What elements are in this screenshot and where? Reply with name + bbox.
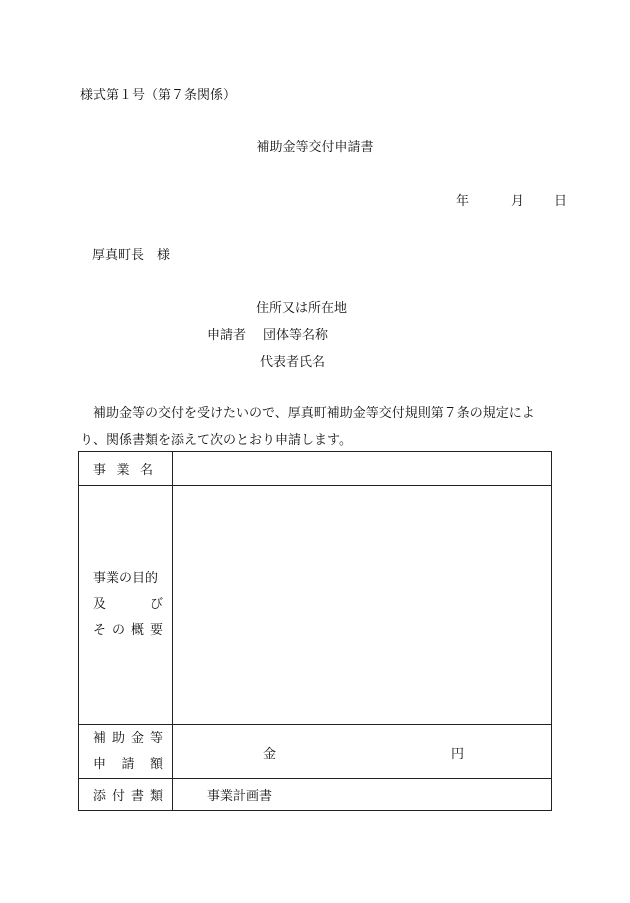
purpose-label-line3 (93, 618, 163, 644)
label-char: の (111, 623, 125, 638)
purpose-label-line1: 事業の目的 (93, 571, 159, 586)
recipient: 厚真町長 様 (92, 248, 171, 263)
label-char: 名 (139, 463, 153, 478)
label-char: 請 (121, 756, 135, 772)
date-month: 月 (511, 194, 525, 209)
table-row-attachments (79, 779, 552, 811)
application-table (78, 451, 552, 811)
label-char: 書 (130, 789, 144, 804)
table-row-purpose (79, 486, 552, 725)
amount-kin: 金 (263, 747, 277, 762)
label-char: 及 (93, 597, 107, 612)
business-name-label (79, 452, 173, 486)
address-label: 住所又は所在地 (256, 301, 348, 316)
document-title: 補助金等交付申請書 (256, 140, 374, 155)
attachments-label (79, 779, 173, 811)
purpose-field[interactable] (173, 486, 552, 725)
amount-label-line1 (93, 726, 163, 752)
label-char: 申 (93, 756, 107, 772)
label-char: 事 (93, 463, 107, 478)
business-name-field[interactable] (173, 452, 552, 486)
label-char: び (149, 597, 163, 612)
label-char: 助 (111, 730, 125, 746)
representative-name-label: 代表者氏名 (260, 355, 326, 370)
label-char: 付 (111, 789, 125, 804)
amount-label (79, 725, 173, 779)
label-char: 補 (93, 730, 107, 746)
label-char: 類 (149, 789, 163, 804)
application-statement: 補助金等の交付を受けたいので、厚真町補助金等交付規則第７条の規定により、関係書類を添えて次のとおり申請します。 (80, 406, 535, 448)
group-name-label: 団体等名称 (263, 328, 329, 343)
amount-yen: 円 (451, 747, 465, 762)
purpose-label-line2 (93, 592, 163, 618)
label-char: 金 (130, 730, 144, 746)
table-row-amount (79, 725, 552, 779)
table-row-business-name (79, 452, 552, 486)
purpose-label (79, 486, 173, 725)
label-char: 等 (149, 730, 163, 746)
amount-label-line2 (93, 752, 163, 778)
label-char: 概 (130, 623, 144, 638)
label-char: 業 (116, 463, 130, 478)
attachments-value: 事業計画書 (173, 779, 552, 811)
form-number: 様式第１号（第７条関係） (80, 88, 237, 103)
amount-field[interactable] (173, 725, 552, 779)
label-char: そ (93, 623, 107, 638)
date-line (456, 190, 567, 209)
label-char: 要 (149, 623, 163, 638)
date-year: 年 (456, 194, 470, 209)
label-char: 額 (149, 756, 163, 772)
applicant-label: 申請者 (207, 328, 247, 343)
label-char: 添 (93, 789, 107, 804)
date-day: 日 (554, 194, 568, 209)
